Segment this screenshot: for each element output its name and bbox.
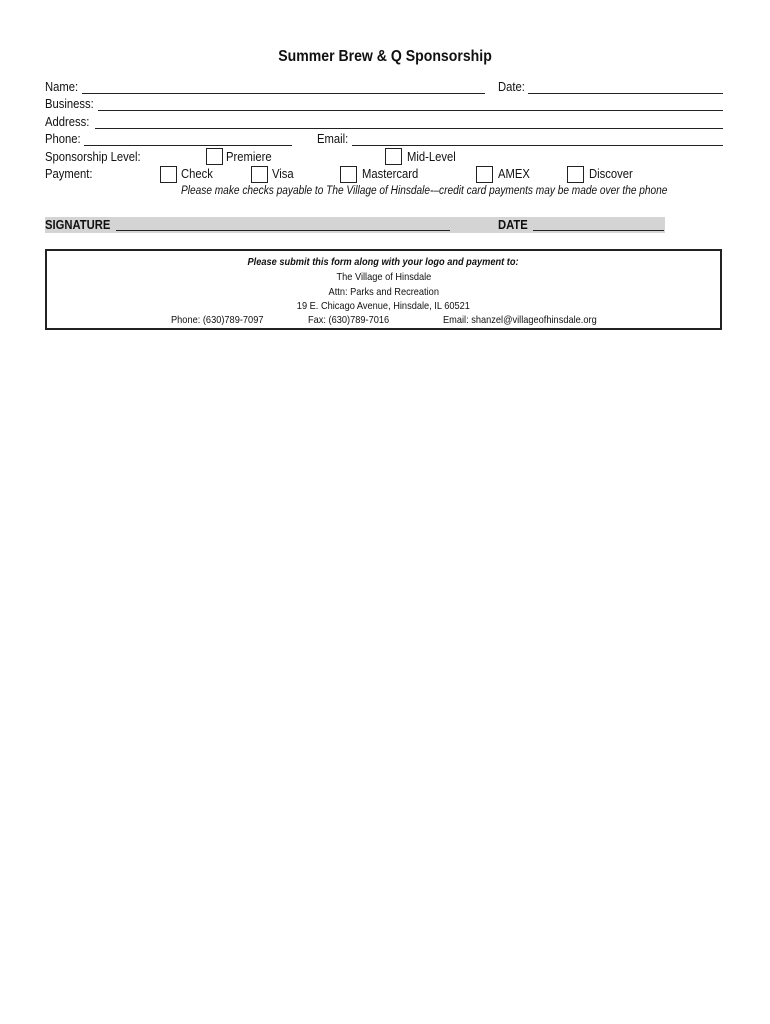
page-title: Summer Brew & Q Sponsorship [278,48,492,65]
email-label: Email: [317,132,349,146]
date-label: Date: [498,80,525,94]
signature-date-label: DATE [498,218,528,232]
date-field[interactable] [528,93,723,94]
submit-address: 19 E. Chicago Avenue, Hinsdale, IL 60521 [296,300,471,312]
signature-field[interactable] [116,230,450,231]
check-option-label: Check [181,167,213,181]
business-field[interactable] [98,110,723,111]
discover-checkbox[interactable] [567,166,584,183]
mid-level-option-label: Mid-Level [407,150,456,164]
amex-option-label: AMEX [498,167,530,181]
phone-field[interactable] [84,145,292,146]
signature-label: SIGNATURE [45,218,111,232]
address-field[interactable] [95,128,723,129]
payment-label: Payment: [45,167,93,181]
visa-checkbox[interactable] [251,166,268,183]
submit-phone: Phone: (630)789-7097 [171,314,264,326]
premiere-option-label: Premiere [226,150,272,164]
business-label: Business: [45,97,94,111]
payment-note: Please make checks payable to The Village of Hinsdale-–credit card payments may be made over the phone [181,185,668,197]
check-checkbox[interactable] [160,166,177,183]
submit-heading: Please submit this form along with your logo and payment to: [247,256,520,268]
mastercard-checkbox[interactable] [340,166,357,183]
premiere-checkbox[interactable] [206,148,223,165]
mastercard-option-label: Mastercard [362,167,419,181]
submit-fax: Fax: (630)789-7016 [308,314,390,326]
email-field[interactable] [352,145,723,146]
submit-info-box [45,249,722,330]
name-label: Name: [45,80,79,94]
sponsorship-level-label: Sponsorship Level: [45,150,141,164]
signature-date-field[interactable] [533,230,664,231]
submit-attn: Attn: Parks and Recreation [328,286,439,298]
phone-label: Phone: [45,132,81,146]
address-label: Address: [45,115,90,129]
name-field[interactable] [82,93,485,94]
submit-org: The Village of Hinsdale [336,271,431,283]
amex-checkbox[interactable] [476,166,493,183]
discover-option-label: Discover [589,167,633,181]
mid-level-checkbox[interactable] [385,148,402,165]
visa-option-label: Visa [272,167,294,181]
submit-email[interactable]: Email: shanzel@villageofhinsdale.org [443,314,597,326]
